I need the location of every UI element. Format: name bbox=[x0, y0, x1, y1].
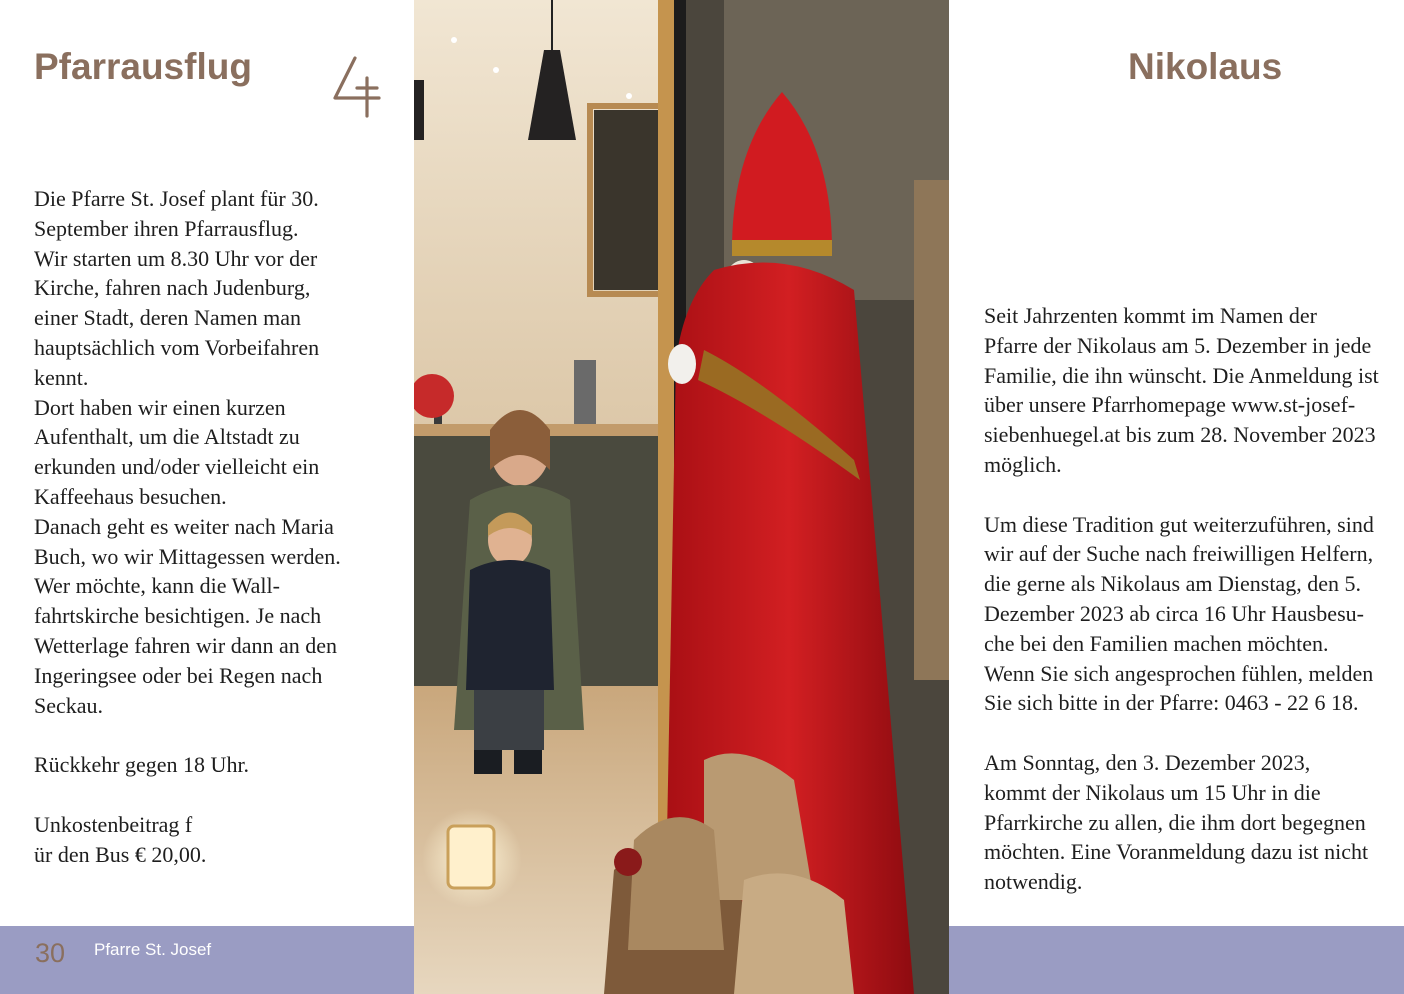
text-line: Familie, die ihn wünscht. Die Anmeldung ist bbox=[984, 362, 1379, 388]
paragraph-cost bbox=[34, 810, 406, 870]
text-line: Sie sich bitte in der Pfarre: 0463 - 22 6 18. bbox=[984, 690, 1359, 716]
text-line: hauptsächlich vom Vorbeifahren bbox=[34, 334, 320, 360]
text-line: che bei den Familien machen möchten. bbox=[984, 630, 1329, 656]
text-line: Ingeringsee oder bei Regen nach bbox=[34, 662, 323, 688]
text-line: Wetterlage fahren wir dann an den bbox=[34, 632, 338, 658]
text-line: siebenhuegel.at bis zum 28. November 2023 bbox=[984, 422, 1376, 448]
text-line: Wenn Sie sich angesprochen fühlen, melden bbox=[984, 660, 1374, 686]
paragraph-trip-details bbox=[34, 184, 406, 720]
text-line: ür den Bus € 20,00. bbox=[34, 841, 207, 867]
text-line: Dort haben wir einen kurzen bbox=[34, 394, 286, 420]
text-line: Die Pfarre St. Josef plant für 30. bbox=[34, 186, 319, 211]
text-line: notwendig. bbox=[984, 869, 1083, 895]
text-line: wir auf der Suche nach freiwilligen Helfern, bbox=[984, 541, 1374, 567]
text-line: September ihren Pfarrausflug. bbox=[34, 215, 299, 241]
text-line: Pfarrkirche zu allen, die ihm dort begegnen bbox=[984, 809, 1366, 835]
text-line: möglich. bbox=[984, 451, 1062, 477]
text-line: Buch, wo wir Mittagessen werden. bbox=[34, 543, 341, 569]
text-line: Aufenthalt, um die Altstadt zu bbox=[34, 424, 300, 450]
page-title-pfarrausflug: Pfarrausflug bbox=[34, 46, 252, 87]
text-line: Pfarre der Nikolaus am 5. Dezember in jede bbox=[984, 332, 1372, 358]
photo-nikolaus-visit bbox=[414, 0, 949, 994]
text-line: Unkostenbeitrag f bbox=[34, 811, 193, 837]
paragraph-registration bbox=[984, 301, 1404, 480]
page-title-nikolaus: Nikolaus bbox=[1128, 46, 1283, 87]
text-line: Seckau. bbox=[34, 692, 104, 718]
text-line: Um diese Tradition gut weiterzuführen, sind bbox=[984, 511, 1374, 537]
text-line: Wir starten um 8.30 Uhr vor der bbox=[34, 245, 318, 271]
paragraph-return-time: Rückkehr gegen 18 Uhr. bbox=[34, 752, 250, 778]
text-line: Danach geht es weiter nach Maria bbox=[34, 513, 334, 539]
article-text-pfarrausflug bbox=[34, 184, 406, 869]
paragraph-church-visit bbox=[984, 748, 1404, 897]
paragraph-volunteers bbox=[984, 510, 1404, 719]
footer-bar-right bbox=[949, 926, 1404, 994]
text-line: Wer möchte, kann die Wall- bbox=[34, 573, 280, 599]
footer-parish-name: Pfarre St. Josef bbox=[94, 940, 212, 959]
text-line: kennt. bbox=[34, 364, 89, 390]
text-line: einer Stadt, deren Namen man bbox=[34, 305, 301, 331]
text-line: Dezember 2023 ab circa 16 Uhr Hausbesu- bbox=[984, 600, 1364, 626]
text-line: Kirche, fahren nach Judenburg, bbox=[34, 275, 311, 301]
text-line: möchten. Eine Voranmeldung dazu ist nicht bbox=[984, 839, 1369, 865]
text-line: kommt der Nikolaus um 15 Uhr in die bbox=[984, 779, 1321, 805]
page-number: 30 bbox=[35, 938, 66, 968]
text-line: Kaffeehaus besuchen. bbox=[34, 483, 227, 509]
text-line: die gerne als Nikolaus am Dienstag, den 5. bbox=[984, 571, 1361, 597]
article-text-nikolaus bbox=[984, 301, 1404, 897]
text-line: erkunden und/oder vielleicht ein bbox=[34, 454, 320, 480]
text-line: Seit Jahrzenten kommt im Namen der bbox=[984, 303, 1317, 328]
number-four-icon bbox=[329, 52, 385, 124]
text-line: Am Sonntag, den 3. Dezember 2023, bbox=[984, 749, 1311, 775]
text-line: über unsere Pfarrhomepage www.st-josef- bbox=[984, 392, 1356, 418]
text-line: fahrtskirche besichtigen. Je nach bbox=[34, 603, 322, 629]
